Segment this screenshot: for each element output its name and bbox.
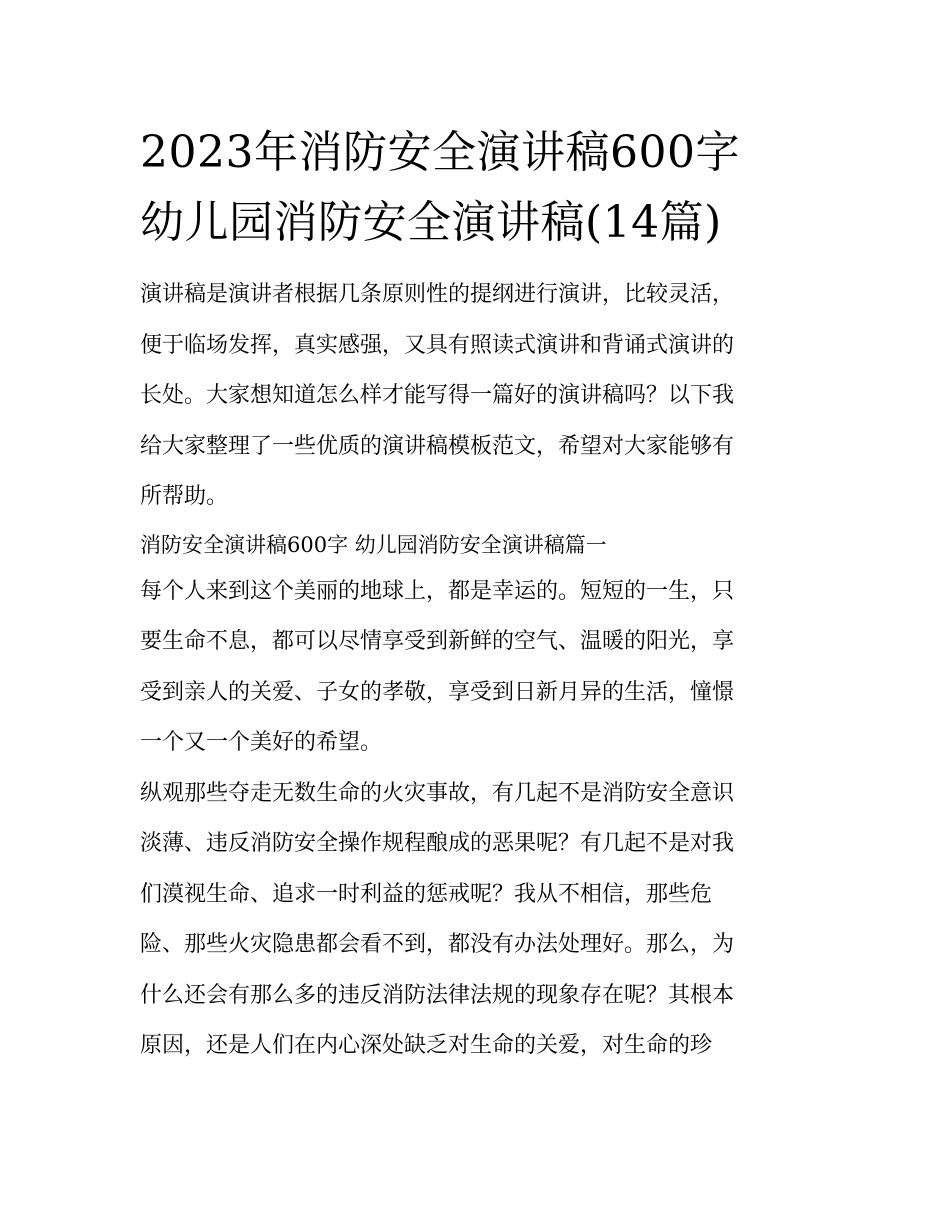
document-body xyxy=(140,118,812,1072)
text-line: 每个人来到这个美丽的地球上，都是幸运的。短短的一生，只 xyxy=(140,578,735,604)
body-paragraph xyxy=(140,567,812,769)
text-line: 淡薄、违反消防安全操作规程酿成的恶果呢？有几起不是对我 xyxy=(140,831,735,856)
text-line: 要生命不息，都可以尽情享受到新鲜的空气、温暖的阳光，享 xyxy=(140,629,735,654)
document-title xyxy=(140,118,812,258)
text-line: 受到亲人的关爱、子女的孝敬，享受到日新月异的生活，憧憬 xyxy=(140,679,735,705)
body-paragraph xyxy=(140,769,812,1072)
text-line: 便于临场发挥，真实感强，又具有照读式演讲和背诵式演讲的 xyxy=(140,332,735,358)
text-line: 纵观那些夺走无数生命的火灾事故，有几起不是消防安全意识 xyxy=(140,780,735,806)
title-line: 2023年消防安全演讲稿600字 xyxy=(140,127,740,178)
text-line: 原因，还是人们在内心深处缺乏对生命的关爱，对生命的珍 xyxy=(140,1033,713,1058)
text-line: 们漠视生命、追求一时利益的惩戒呢？我从不相信，那些危 xyxy=(140,881,713,907)
section-heading: 消防安全演讲稿600字 幼儿园消防安全演讲稿篇一 xyxy=(140,532,607,557)
text-line: 所帮助。 xyxy=(140,484,229,509)
intro-paragraph xyxy=(140,270,812,523)
text-line: 长处。大家想知道怎么样才能写得一篇好的演讲稿吗？以下我 xyxy=(140,383,735,408)
text-line: 一个又一个美好的希望。 xyxy=(140,730,383,755)
text-line: 什么还会有那么多的违反消防法律法规的现象存在呢？其根本 xyxy=(140,982,735,1008)
text-line: 给大家整理了一些优质的演讲稿模板范文，希望对大家能够有 xyxy=(140,433,735,459)
text-line: 险、那些火灾隐患都会看不到，都没有办法处理好。那么，为 xyxy=(140,932,735,957)
text-line: 演讲稿是演讲者根据几条原则性的提纲进行演讲，比较灵活， xyxy=(140,282,735,307)
title-line: 幼儿园消防安全演讲稿(14篇) xyxy=(140,197,722,248)
